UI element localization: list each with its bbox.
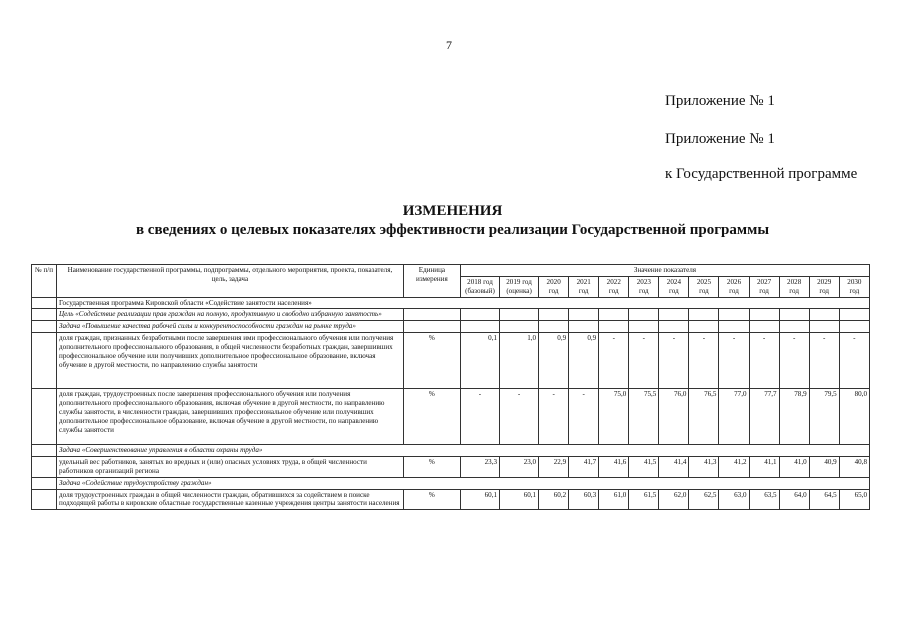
value-cell: 41,5 <box>629 457 659 478</box>
value-cell: 60,1 <box>460 489 499 510</box>
value-cell: 0,9 <box>539 333 569 389</box>
program-name: Государственная программа Кировской области «Содействие занятости населения» <box>57 297 870 309</box>
year-header: 2028 год <box>779 276 809 297</box>
year-header: 2021 год <box>569 276 599 297</box>
value-cell: - <box>719 333 749 389</box>
task-row <box>32 445 870 457</box>
value-cell: 75,0 <box>599 389 629 445</box>
value-cell: 79,5 <box>809 389 839 445</box>
indicator-4-unit: % <box>403 489 460 510</box>
value-cell: 1,0 <box>500 333 539 389</box>
appendix-line-3: к Государственной программе <box>665 166 858 182</box>
indicator-4-name: доля трудоустроенных граждан в общей численности граждан, обратившихся за содействием в поиске подходящей работы в кировские областные государственные казенные учреждения центры занятости населения <box>57 489 404 510</box>
value-cell: 65,0 <box>839 489 869 510</box>
value-cell: - <box>779 333 809 389</box>
value-cell: 63,0 <box>719 489 749 510</box>
indicator-2-unit: % <box>403 389 460 445</box>
value-cell: 60,1 <box>500 489 539 510</box>
value-cell: - <box>500 389 539 445</box>
value-cell: 60,3 <box>569 489 599 510</box>
program-row <box>32 297 870 309</box>
year-header: 2027 год <box>749 276 779 297</box>
header-num: № п/п <box>32 265 57 298</box>
value-cell: 23,0 <box>500 457 539 478</box>
indicator-row <box>32 389 870 445</box>
indicator-row <box>32 333 870 389</box>
header-value-group: Значение показателя <box>460 265 869 277</box>
value-cell: - <box>629 333 659 389</box>
value-cell: - <box>539 389 569 445</box>
indicator-row <box>32 489 870 510</box>
value-cell: 41,6 <box>599 457 629 478</box>
appendix-line-2: Приложение № 1 <box>665 131 775 147</box>
year-header: 2026 год <box>719 276 749 297</box>
value-cell: - <box>689 333 719 389</box>
document-subtitle: в сведениях о целевых показателях эффективности реализации Государственной программы <box>135 222 770 238</box>
header-row-1 <box>32 265 870 277</box>
value-cell: 40,8 <box>839 457 869 478</box>
value-cell: - <box>569 389 599 445</box>
year-header: 2025 год <box>689 276 719 297</box>
value-cell: - <box>749 333 779 389</box>
year-header: 2030 год <box>839 276 869 297</box>
value-cell: 64,0 <box>779 489 809 510</box>
value-cell: 22,9 <box>539 457 569 478</box>
value-cell: - <box>599 333 629 389</box>
year-header: 2022 год <box>599 276 629 297</box>
task-3-name: Задача «Содействие трудоустройству граждан» <box>57 477 870 489</box>
page-number: 7 <box>446 38 452 52</box>
task-row <box>32 477 870 489</box>
value-cell: - <box>460 389 499 445</box>
indicators-table <box>31 264 870 510</box>
header-unit: Единица измерения <box>403 265 460 298</box>
year-header: 2024 год <box>659 276 689 297</box>
value-cell: 64,5 <box>809 489 839 510</box>
value-cell: - <box>839 333 869 389</box>
value-cell: 61,5 <box>629 489 659 510</box>
indicator-1-name: доля граждан, признанных безработными после завершения ими профессионального обучения или получения дополнительного профессионального образования, в общей численности безработных граждан, завершивших профессиональное обучение или получивших дополнительное профессиональное образование, включая обучение в другой местности, по направлению службы занятости <box>57 333 404 389</box>
year-header: 2019 год (оценка) <box>500 276 539 297</box>
indicator-row <box>32 457 870 478</box>
value-cell: 61,0 <box>599 489 629 510</box>
value-cell: 62,5 <box>689 489 719 510</box>
year-header: 2020 год <box>539 276 569 297</box>
value-cell: 41,1 <box>749 457 779 478</box>
task-row <box>32 321 870 333</box>
value-cell: 41,7 <box>569 457 599 478</box>
year-header: 2029 год <box>809 276 839 297</box>
value-cell: 23,3 <box>460 457 499 478</box>
value-cell: 0,9 <box>569 333 599 389</box>
value-cell: 76,5 <box>689 389 719 445</box>
goal-row <box>32 309 870 321</box>
value-cell: - <box>659 333 689 389</box>
value-cell: 41,4 <box>659 457 689 478</box>
value-cell: 75,5 <box>629 389 659 445</box>
value-cell: 0,1 <box>460 333 499 389</box>
value-cell: 63,5 <box>749 489 779 510</box>
indicator-3-name: удельный вес работников, занятых во вредных и (или) опасных условиях труда, в общей численности работников организаций региона <box>57 457 404 478</box>
indicator-1-unit: % <box>403 333 460 389</box>
appendix-line-1: Приложение № 1 <box>665 93 775 109</box>
value-cell: - <box>809 333 839 389</box>
goal-name: Цель «Содействие реализации прав граждан на полную, продуктивную и свободно избранную занятость» <box>57 309 404 321</box>
value-cell: 60,2 <box>539 489 569 510</box>
value-cell: 41,2 <box>719 457 749 478</box>
value-cell: 80,0 <box>839 389 869 445</box>
value-cell: 77,7 <box>749 389 779 445</box>
value-cell: 40,9 <box>809 457 839 478</box>
year-header: 2018 год (базовый) <box>460 276 499 297</box>
value-cell: 41,0 <box>779 457 809 478</box>
task-2-name: Задача «Совершенствование управления в области охраны труда» <box>57 445 870 457</box>
indicator-3-unit: % <box>403 457 460 478</box>
value-cell: 41,3 <box>689 457 719 478</box>
value-cell: 76,0 <box>659 389 689 445</box>
header-name: Наименование государственной программы, подпрограммы, отдельного мероприятия, проекта, показателя, цель, задача <box>57 265 404 298</box>
value-cell: 62,0 <box>659 489 689 510</box>
document-title: ИЗМЕНЕНИЯ <box>402 203 503 219</box>
value-cell: 77,0 <box>719 389 749 445</box>
year-header: 2023 год <box>629 276 659 297</box>
value-cell: 78,9 <box>779 389 809 445</box>
indicator-2-name: доля граждан, трудоустроенных после завершения профессионального обучения или получения дополнительного профессионального образования, включая обучение в другой местности, по направлению службы занятости, в численности граждан, завершивших профессиональное обучение или получивших дополнительное профессиональное образование, включая обучение в другой местности, по направлению службы занятости <box>57 389 404 445</box>
task-1-name: Задача «Повышение качества рабочей силы и конкурентоспособности граждан на рынке труда» <box>57 321 404 333</box>
